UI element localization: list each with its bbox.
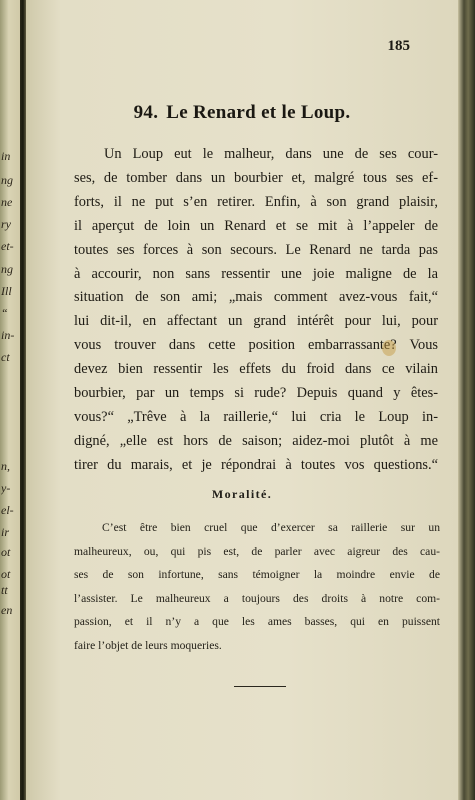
text-line: Un Loup eut le malheur, dans une de ses cour-: [104, 146, 438, 162]
text-line: vous trouver dans cette position embarrassante? Vous: [74, 337, 438, 354]
fable-title: [26, 102, 458, 124]
margin-fragment: n,: [1, 459, 10, 473]
fable-title-text: Le Renard et le Loup.: [166, 102, 351, 123]
text-line: bourbier, par un temps si rude? Depuis quand y êtes-: [74, 385, 438, 402]
margin-fragment: Ill: [1, 284, 12, 298]
text-line: il aperçut de loin un Renard et se mit à l’appeler de: [74, 217, 438, 234]
margin-fragment: et-: [1, 239, 14, 253]
paper-stain: [382, 340, 396, 356]
margin-fragment: ry: [1, 217, 11, 231]
margin-fragment: ne: [1, 195, 13, 209]
fable-number: 94.: [133, 102, 159, 123]
text-line: digné, „elle est hors de saison; aidez-moi plutôt à me: [74, 432, 438, 449]
text-line: devez bien ressentir les effets du froid dans ce vilain: [74, 361, 438, 378]
text-line: ses, de tomber dans un bourbier et, malgré tous ses ef-: [74, 169, 438, 186]
margin-fragment: ng: [1, 262, 13, 276]
book-page: [26, 0, 458, 800]
text-line: C’est être bien cruel que d’exercer sa raillerie sur un: [102, 521, 440, 534]
margin-fragment: ot: [1, 567, 11, 581]
page-edge: [458, 0, 475, 800]
end-rule: [234, 686, 286, 687]
text-line: tirer du marais, et je répondrai à toutes vos questions.“: [74, 456, 438, 473]
margin-fragment: tt: [1, 583, 8, 597]
margin-fragment: in: [1, 149, 11, 163]
margin-fragment: el-: [1, 503, 14, 517]
morality-body: [74, 516, 440, 658]
margin-fragment: ot: [1, 545, 11, 559]
margin-fragment: ct: [1, 350, 10, 364]
text-line: malheureux, ou, qui pis est, de parler avec aigreur des cau-: [74, 544, 440, 558]
text-line: forts, il ne put s’en retirer. Enfin, à son grand plaisir,: [74, 193, 438, 210]
margin-fragment: in-: [1, 328, 15, 342]
text-line: vous?“ „Trêve à la raillerie,“ lui cria le Loup in-: [74, 408, 438, 425]
margin-fragment: en: [1, 603, 13, 617]
text-line: passion, et il n’y a que les ames basses, qui en puissent: [74, 615, 440, 629]
margin-fragment: ir: [1, 525, 10, 539]
fable-body: [74, 143, 438, 478]
text-line: lui dit-il, en affectant un grand intérêt pour lui, pour: [74, 313, 438, 330]
page-number: 185: [387, 38, 410, 54]
margin-fragment: “: [1, 306, 8, 320]
margin-fragment: ng: [1, 173, 13, 187]
text-line: l’assister. Le malheureux a toujours des droits à notre com-: [74, 591, 440, 605]
text-line: à accourir, non sans ressentir une joie maligne de la: [74, 265, 438, 282]
left-facing-page: [0, 0, 22, 800]
margin-fragment: y-: [1, 481, 11, 495]
text-line: situation de son ami; „mais comment avez-vous fait,“: [74, 289, 438, 306]
text-line: ses de son infortune, sans témoigner la moindre envie de: [74, 568, 440, 582]
morality-heading: Moralité.: [211, 487, 273, 501]
text-line: toutes ses forces à son secours. Le Renard ne tarda pas: [74, 241, 438, 258]
text-line: faire l’objet de leurs moqueries.: [74, 638, 222, 652]
